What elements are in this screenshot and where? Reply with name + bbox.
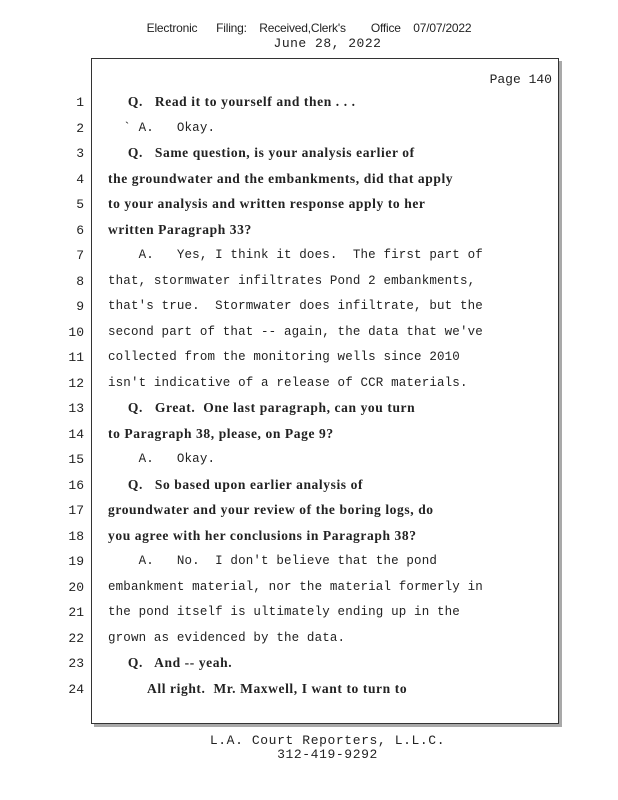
line-number: 5 <box>76 197 84 212</box>
question-line: All right. Mr. Maxwell, I want to turn to <box>108 680 408 696</box>
answer-line: that's true. Stormwater does infiltrate, but the <box>108 299 483 313</box>
line-number: 20 <box>68 579 84 595</box>
answer-line: that, stormwater infiltrates Pond 2 embankments, <box>108 273 476 288</box>
answer-line: isn't indicative of a release of CCR materials. <box>108 375 468 390</box>
question-line: Q. And -- yeah. <box>108 655 233 670</box>
line-number: 8 <box>76 273 84 289</box>
answer-line: ` A. Okay. <box>108 120 216 135</box>
line-number: 7 <box>76 248 84 263</box>
question-line: groundwater and your review of the boring logs, do <box>108 502 434 517</box>
answer-line: A. Yes, I think it does. The first part of <box>108 248 483 262</box>
line-number: 17 <box>68 503 84 518</box>
line-number: 18 <box>68 528 84 544</box>
line-number: 21 <box>68 605 84 620</box>
hearing-date: June 28, 2022 <box>273 36 382 51</box>
line-number: 24 <box>68 681 84 697</box>
line-number: 19 <box>68 554 84 569</box>
question-line: the groundwater and the embankments, did that apply <box>108 170 454 186</box>
answer-line: second part of that -- again, the data that we've <box>108 324 483 339</box>
question-line: Q. Same question, is your analysis earlier of <box>108 145 415 160</box>
court-reporter-phone: 312-419-9292 <box>277 747 378 762</box>
line-number: 9 <box>76 299 84 314</box>
line-number: 23 <box>68 656 84 671</box>
line-number: 16 <box>68 477 84 493</box>
line-number: 2 <box>76 120 84 136</box>
line-number: 3 <box>76 146 84 161</box>
line-number: 10 <box>68 324 84 340</box>
line-number: 22 <box>68 630 84 646</box>
line-number: 4 <box>76 171 84 187</box>
question-line: Q. Great. One last paragraph, can you turn <box>108 400 416 415</box>
line-number: 13 <box>68 401 84 416</box>
line-number: 11 <box>68 350 84 365</box>
line-number: 15 <box>68 452 84 467</box>
page-number: Page 140 <box>489 72 552 87</box>
line-number: 1 <box>76 95 84 110</box>
line-number: 6 <box>76 222 84 238</box>
question-line: Q. Read it to yourself and then . . . <box>108 94 356 109</box>
question-line: Q. So based upon earlier analysis of <box>108 476 364 492</box>
court-reporter-name: L.A. Court Reporters, L.L.C. <box>209 733 446 748</box>
line-number: 12 <box>68 375 84 391</box>
question-line: written Paragraph 33? <box>108 221 252 237</box>
line-number: 14 <box>68 426 84 442</box>
question-line: to your analysis and written response apply to her <box>108 196 426 211</box>
question-line: you agree with her conclusions in Paragraph 38? <box>108 527 417 543</box>
electronic-filing-stamp: Electronic Filing: Received,Clerk's Office 07/07/2022 <box>146 21 472 35</box>
question-line: to Paragraph 38, please, on Page 9? <box>108 425 334 441</box>
answer-line: A. Okay. <box>108 452 216 466</box>
answer-line: embankment material, nor the material formerly in <box>108 579 483 594</box>
answer-line: collected from the monitoring wells since 2010 <box>108 350 460 364</box>
answer-line: grown as evidenced by the data. <box>108 630 346 645</box>
answer-line: the pond itself is ultimately ending up in the <box>108 605 460 619</box>
answer-line: A. No. I don't believe that the pond <box>108 554 438 568</box>
